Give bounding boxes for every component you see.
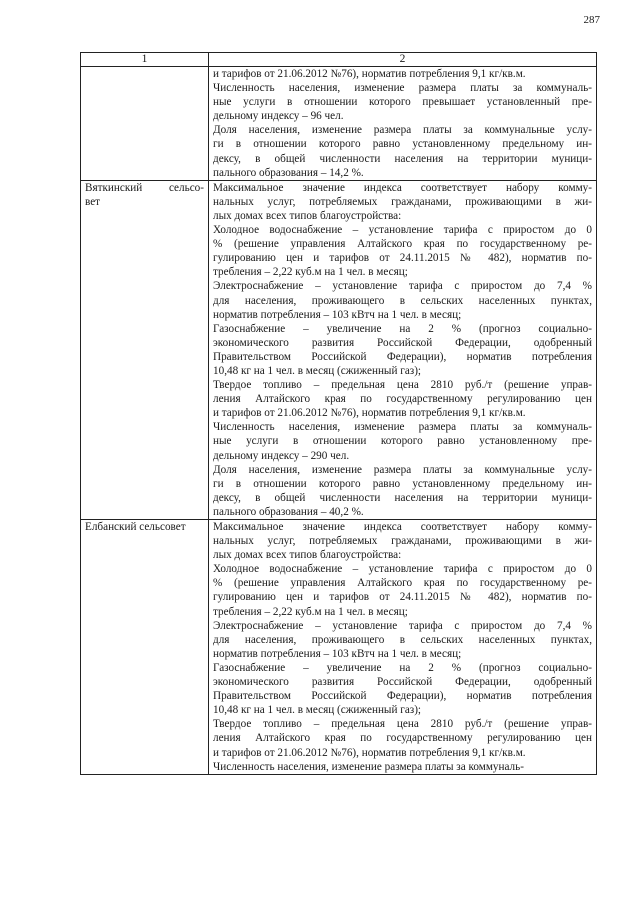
text-line: для населения, проживающего в сельских населенных пунктах, [213, 633, 592, 646]
description-paragraph [213, 562, 592, 618]
text-line: дексу, в общей численности населения на территории муници- [213, 491, 592, 504]
text-line: Твердое топливо – предельная цена 2810 руб./т (решение управ- [213, 379, 592, 392]
text-line: требления – 2,22 куб.м на 1 чел. в месяц; [213, 605, 408, 618]
text-line: 10,48 кг на 1 чел. в месяц (сжиженный газ); [213, 704, 422, 717]
municipality-cell [81, 520, 209, 775]
text-line: ные услуги в отношении которого превышает установленный пре- [213, 96, 592, 109]
municipality-name-line: Елбанский сельсовет [85, 521, 186, 533]
text-line: Газоснабжение – увеличение на 2 % (прогноз социально- [213, 661, 592, 674]
description-paragraph [213, 223, 592, 279]
description-paragraph [213, 463, 592, 519]
description-cell [209, 520, 597, 775]
description-paragraph [213, 81, 592, 123]
column-header-1: 1 [81, 53, 209, 67]
text-line: ления Алтайского края по государственному регулированию цен [213, 732, 592, 745]
table-row [81, 180, 597, 519]
text-line: ги в отношении которого равно установленному предельному ин- [213, 138, 592, 151]
text-line: лых домах всех типов благоустройства: [213, 549, 402, 562]
text-line: Правительством Российской Федерации), норматив потребления [213, 690, 592, 703]
text-line: и тарифов от 21.06.2012 №76), норматив потребления 9,1 кг/кв.м. [213, 746, 526, 759]
text-line: экономического развития Российской Федерации, одобренный [213, 336, 592, 349]
text-line: Газоснабжение – увеличение на 2 % (прогноз социально- [213, 322, 592, 335]
table-header-row [81, 53, 597, 67]
text-line: Максимальное значение индекса соответствует набору комму- [213, 181, 592, 194]
text-line: норматив потребления – 103 кВтч на 1 чел. в месяц; [213, 308, 462, 321]
text-line: Численность населения, изменение размера платы за коммуналь- [213, 82, 592, 95]
municipality-name-line: Вяткинский сельсо- [85, 181, 204, 194]
page-number: 287 [583, 14, 600, 26]
municipality-cell [81, 67, 209, 181]
text-line: для населения, проживающего в сельских населенных пунктах, [213, 294, 592, 307]
description-paragraph [213, 717, 592, 759]
text-line: нальных услуг, потребляемых гражданами, проживающими в жи- [213, 535, 592, 548]
description-paragraph [213, 760, 592, 774]
text-line: дельному индексу – 96 чел. [213, 110, 344, 123]
text-line: Максимальное значение индекса соответствует набору комму- [213, 521, 592, 533]
text-line: ные услуги в отношении которого равно установленному пре- [213, 435, 592, 448]
text-line: Электроснабжение – установление тарифа с приростом до 7,4 % [213, 280, 592, 293]
text-line: Численность населения, изменение размера платы за коммуналь- [213, 760, 524, 773]
table-row [81, 520, 597, 775]
text-line: гулированию цен и тарифов от 24.11.2015 № 482), норматив по- [213, 591, 592, 604]
text-line: Холодное водоснабжение – установление тарифа с приростом до 0 [213, 563, 592, 576]
text-line: 10,48 кг на 1 чел. в месяц (сжиженный газ); [213, 364, 422, 377]
column-header-2: 2 [209, 53, 597, 67]
text-line: Численность населения, изменение размера платы за коммуналь- [213, 421, 592, 434]
text-line: % (решение управления Алтайского края по государственному ре- [213, 577, 592, 590]
description-paragraph [213, 619, 592, 661]
municipality-name-line: вет [85, 195, 101, 208]
text-line: Твердое топливо – предельная цена 2810 руб./т (решение управ- [213, 718, 592, 731]
text-line: гулированию цен и тарифов от 24.11.2015 № 482), норматив по- [213, 252, 592, 265]
description-paragraph [213, 181, 592, 223]
text-line: Доля населения, изменение размера платы за коммунальные услу- [213, 124, 592, 137]
description-paragraph [213, 661, 592, 717]
text-line: пального образования – 40,2 %. [213, 505, 364, 518]
text-line: дельному индексу – 290 чел. [213, 449, 350, 462]
description-cell [209, 180, 597, 519]
municipality-cell [81, 180, 209, 519]
description-cell [209, 67, 597, 181]
text-line: пального образования – 14,2 %. [213, 166, 364, 179]
table-body [81, 53, 597, 775]
text-line: и тарифов от 21.06.2012 №76), норматив потребления 9,1 кг/кв.м. [213, 68, 526, 80]
text-line: ления Алтайского края по государственному регулированию цен [213, 393, 592, 406]
description-paragraph [213, 322, 592, 378]
municipal-index-table [80, 52, 597, 775]
text-line: Правительством Российской Федерации), норматив потребления [213, 350, 592, 363]
description-paragraph [213, 420, 592, 462]
text-line: нальных услуг, потребляемых гражданами, проживающими в жи- [213, 195, 592, 208]
description-paragraph [213, 279, 592, 321]
description-paragraph [213, 378, 592, 420]
text-line: Электроснабжение – установление тарифа с приростом до 7,4 % [213, 619, 592, 632]
table-row [81, 67, 597, 181]
description-paragraph [213, 520, 592, 562]
description-paragraph [213, 67, 592, 81]
text-line: Доля населения, изменение размера платы за коммунальные услу- [213, 463, 592, 476]
text-line: и тарифов от 21.06.2012 №76), норматив потребления 9,1 кг/кв.м. [213, 407, 526, 420]
text-line: Холодное водоснабжение – установление тарифа с приростом до 0 [213, 224, 592, 237]
text-line: экономического развития Российской Федерации, одобренный [213, 676, 592, 689]
text-line: дексу, в общей численности населения на территории муници- [213, 152, 592, 165]
text-line: ги в отношении которого равно установленному предельному ин- [213, 477, 592, 490]
description-paragraph [213, 123, 592, 179]
text-line: лых домах всех типов благоустройства: [213, 209, 402, 222]
text-line: % (решение управления Алтайского края по государственному ре- [213, 238, 592, 251]
text-line: требления – 2,22 куб.м на 1 чел. в месяц; [213, 266, 408, 279]
text-line: норматив потребления – 103 кВтч на 1 чел. в месяц; [213, 647, 462, 660]
